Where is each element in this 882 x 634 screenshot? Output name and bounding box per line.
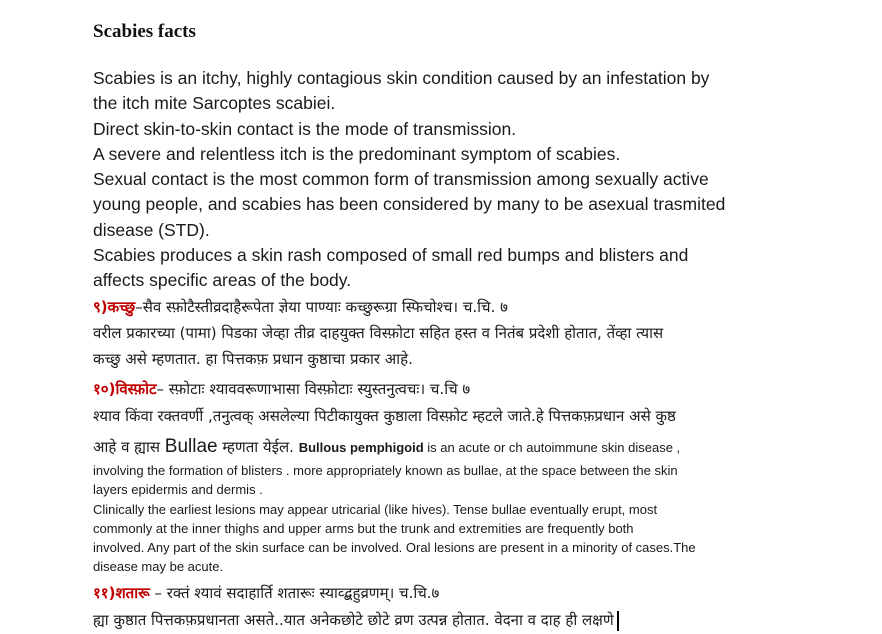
- sec11-heading: ११)शतारू: [93, 584, 150, 602]
- sec11-verse: – रक्तं श्यावं सदाहार्ति शतारूः स्याव्द्बहुव्रणम्। च.चि.७: [149, 584, 440, 602]
- text-cursor[interactable]: [617, 611, 619, 631]
- description-line: Clinically the earliest lesions may appear utricarial (like hives). Tense bullae eventually erupt, most: [93, 501, 658, 517]
- sec10-line-1: श्याव किंवा रक्तवर्णी ,तनुत्वक् असलेल्या पिटीकायुक्त कुष्ठाला विस्फ़ोट म्हटले जाते.हे पित्तकफ़प्रधान असे कुष्ठ: [93, 407, 676, 425]
- sec10-bullous-pemphigoid: Bullous pemphigoid: [298, 440, 424, 455]
- sec11-verse-line: [93, 580, 878, 607]
- bullous-description: [93, 461, 793, 577]
- sec10-line2-rest: is an acute or ch autoimmune skin disease ,: [423, 440, 681, 455]
- description-line: disease may be acute.: [93, 559, 224, 575]
- fact-line: Scabies is an itchy, highly contagious skin condition caused by an infestation by: [93, 68, 710, 88]
- fact-line: affects specific areas of the body.: [93, 270, 352, 291]
- description-line: involved. Any part of the skin surface can be involved. Oral lesions are present in a minority of cases.The: [93, 540, 696, 556]
- sec10-bullae: Bullae: [164, 436, 218, 457]
- sec9-verse-line: [93, 294, 878, 321]
- sec10-heading: १०)विस्फ़ोट: [93, 380, 157, 398]
- facts-paragraph: [93, 66, 773, 294]
- fact-line: young people, and scabies has been considered by many to be asexual trasmited: [93, 194, 726, 215]
- fact-line: Direct skin-to-skin contact is the mode of transmission.: [93, 118, 517, 139]
- fact-line: A severe and relentless itch is the predominant symptom of scabies.: [93, 143, 621, 164]
- sec9-heading: ९)कच्छु: [93, 298, 136, 316]
- sec10-line-2: [93, 433, 878, 461]
- fact-line: Sexual contact is the most common form of transmission among sexually active: [93, 169, 709, 190]
- sec9-line-1: वरील प्रकारच्या (पामा) पिडका जेव्हा तीव्र दाहयुक्त विस्फ़ोटा सहित हस्त व नितंब प्रदेशी होतात, तेंव्हा त्यास: [93, 324, 664, 342]
- fact-line: disease (STD).: [93, 219, 210, 240]
- description-line: layers epidermis and dermis .: [93, 482, 263, 498]
- description-line: involving the formation of blisters . more appropriately known as bullae, at the space between the skin: [93, 463, 678, 478]
- sec11-line-1: [93, 607, 878, 634]
- sec11-line1-text: ह्या कुष्ठात पित्तकफ़प्रधानता असते..यात अनेकछोटे छोटे व्रण उत्पन्न होतात. वेदना व दाह ही लक्षणे: [93, 611, 614, 629]
- sec10-line2-dev: आहे व ह्यास: [93, 438, 165, 456]
- sec10-line2-dev2: म्हणता येईल.: [217, 438, 299, 456]
- description-line: commonly at the inner thighs and upper arms but the trunk and extremities are frequently both: [93, 520, 634, 536]
- sec9-line-2: कच्छु असे म्हणतात. हा पित्तकफ़ प्रधान कुष्ठाचा प्रकार आहे.: [93, 350, 413, 368]
- fact-line: Scabies produces a skin rash composed of small red bumps and blisters and: [93, 245, 689, 266]
- document-title: Scabies facts: [93, 21, 196, 42]
- document-page: [93, 0, 878, 632]
- fact-line: the itch mite Sarcoptes scabiei.: [93, 93, 336, 114]
- sec10-verse-line: [93, 376, 878, 403]
- sec9-verse: –सैव स्फ़ोटैस्तीव्रदाहैरूपेता ज्ञेया पाण्याः कच्छुरूग्रा स्फिचोश्च। च.चि. ७: [135, 298, 508, 316]
- sec10-verse: – स्फ़ोटाः श्याववरूणाभासा विस्फ़ोटाः स्युस्तनुत्वचः। च.चि ७: [156, 380, 471, 398]
